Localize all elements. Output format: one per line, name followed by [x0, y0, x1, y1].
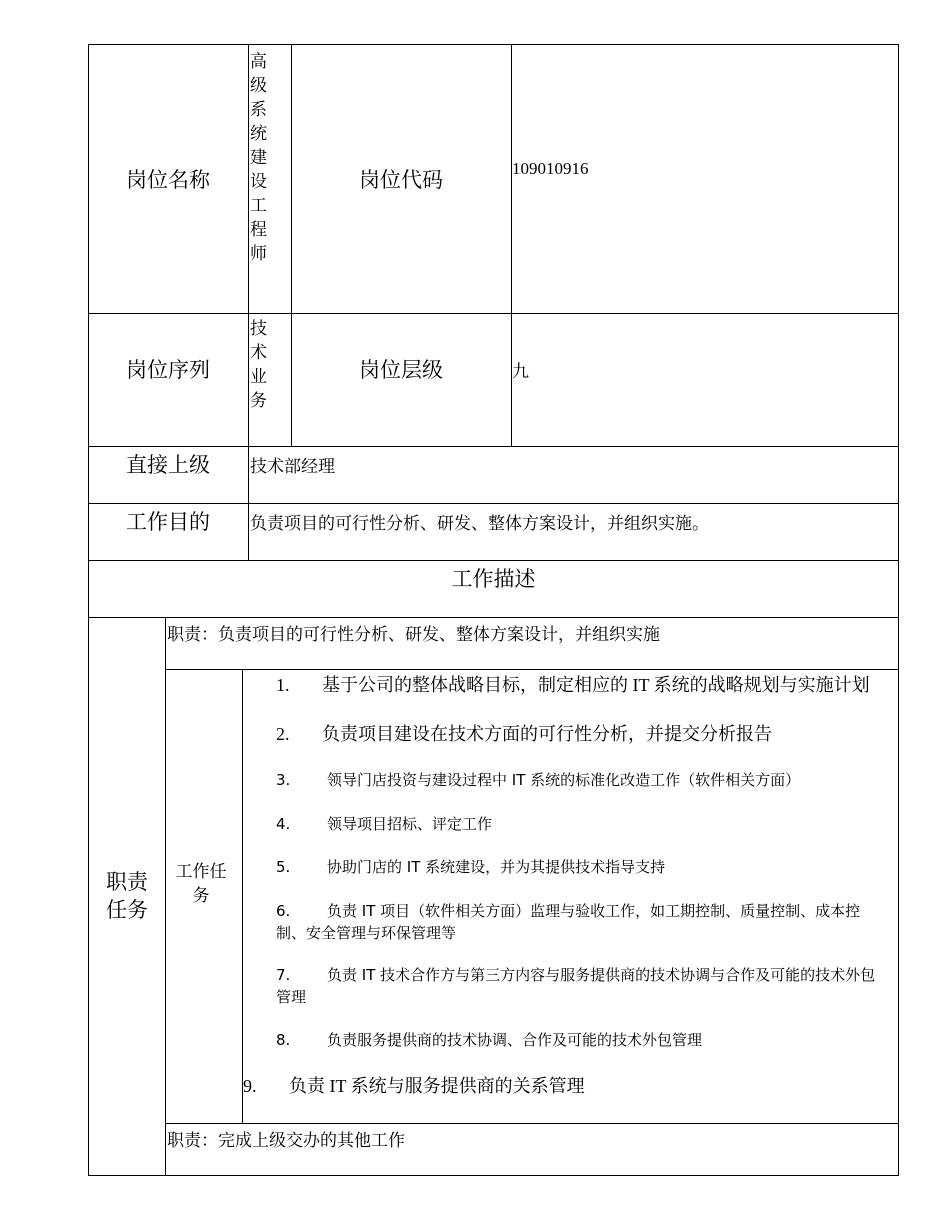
- col-divider: [248, 44, 249, 560]
- task-number: 2.: [276, 724, 290, 744]
- task-text: 负责服务提供商的技术协调、合作及可能的技术外包管理: [327, 1031, 703, 1049]
- description-title: 工作描述: [451, 567, 536, 591]
- task-number: 1.: [276, 675, 290, 695]
- task-text: 领导项目招标、评定工作: [327, 815, 493, 833]
- task-number: 8.: [276, 1031, 291, 1049]
- duty-2: 职责：完成上级交办的其他工作: [167, 1130, 405, 1150]
- task-number: 9.: [243, 1076, 257, 1096]
- task-text: 基于公司的整体战略目标，制定相应的 IT 系统的战略规划与实施计划: [322, 675, 870, 695]
- task-item: [276, 1029, 890, 1051]
- supervisor-label: 直接上级: [126, 453, 210, 477]
- task-text: 负责项目建设在技术方面的可行性分析，并提交分析报告: [322, 724, 772, 744]
- table-border-bottom: [88, 1175, 899, 1176]
- position-code-value: 109010916: [512, 159, 589, 178]
- task-item: [276, 856, 890, 878]
- position-name-value: 高级系统建设工程师: [250, 52, 267, 263]
- supervisor-value: 技术部经理: [250, 456, 335, 476]
- task-number: 6.: [276, 902, 291, 920]
- task-number: 4.: [276, 815, 291, 833]
- task-item: [276, 769, 890, 791]
- position-code-label: 岗位代码: [359, 167, 443, 192]
- col-divider: [165, 617, 166, 1175]
- position-series-value: 技术业务: [250, 319, 267, 410]
- task-number: 5.: [276, 858, 291, 876]
- row-divider: [165, 669, 899, 670]
- task-item: [276, 723, 890, 745]
- purpose-label: 工作目的: [126, 510, 210, 534]
- duty-1: 职责：负责项目的可行性分析、研发、整体方案设计，并组织实施: [167, 624, 660, 644]
- purpose-value: 负责项目的可行性分析、研发、整体方案设计，并组织实施。: [250, 513, 709, 533]
- col-divider: [242, 669, 243, 1123]
- task-text: 负责 IT 系统与服务提供商的关系管理: [289, 1076, 585, 1096]
- task-text: 负责 IT 技术合作方与第三方内容与服务提供商的技术协调与合作及可能的技术外包管理: [276, 966, 876, 1006]
- task-number: 3.: [276, 771, 291, 789]
- table-border-right: [898, 44, 899, 1176]
- task-text: 协助门店的 IT 系统建设，并为其提供技术指导支持: [327, 858, 666, 876]
- task-item: [276, 964, 890, 1008]
- task-item: [276, 674, 890, 696]
- task-text: 负责 IT 项目（软件相关方面）监理与验收工作，如工期控制、质量控制、成本控制、安全管理与环保管理等: [276, 902, 861, 942]
- position-name-label: 岗位名称: [126, 167, 210, 192]
- duties-label: 职责任务: [106, 870, 148, 922]
- position-level-value: 九: [512, 361, 529, 381]
- tasks-label: 工作任务: [175, 862, 227, 905]
- task-item: [276, 813, 890, 835]
- task-text: 领导门店投资与建设过程中 IT 系统的标准化改造工作（软件相关方面）: [327, 771, 801, 789]
- task-number: 7.: [276, 966, 291, 984]
- position-level-label: 岗位层级: [359, 358, 443, 382]
- position-series-label: 岗位序列: [126, 358, 210, 382]
- task-item: [243, 1075, 883, 1097]
- task-item: [276, 900, 890, 944]
